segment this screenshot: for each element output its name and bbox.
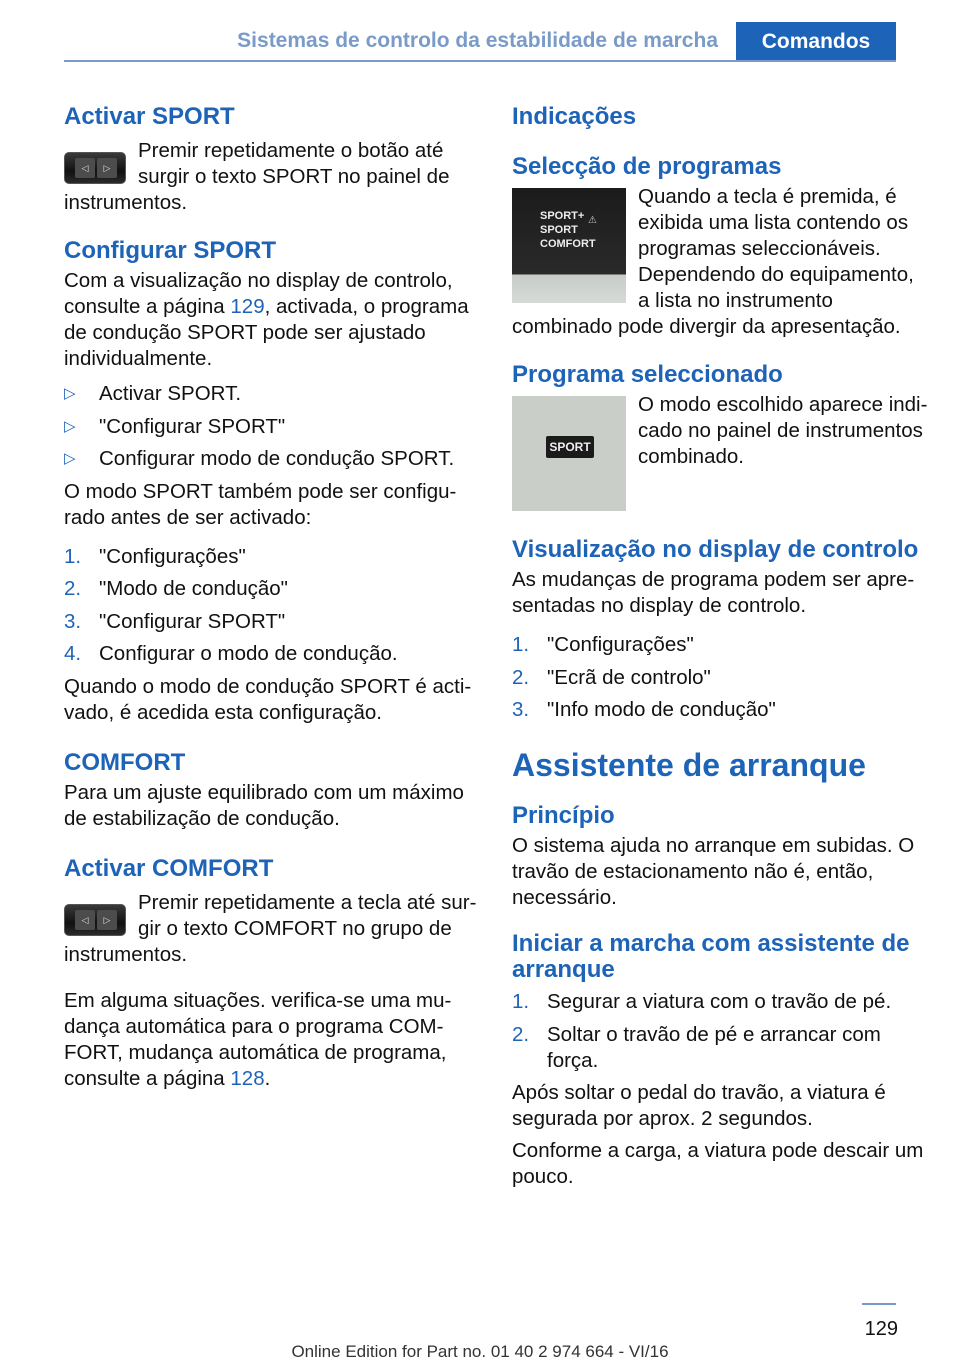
selected-program-display-image bbox=[512, 396, 626, 511]
principio-heading: Princípio bbox=[512, 802, 615, 829]
bullet-triangle-icon: ▷ bbox=[64, 385, 76, 402]
indicacoes-heading: Indicações bbox=[512, 103, 637, 130]
assistente-title: Assistente de arranque bbox=[512, 747, 866, 783]
assistente-paragraph-2: Conforme a carga, a viatura pode descair um pouco. bbox=[512, 1139, 924, 1188]
drive-mode-button-icon: ◁ ▷ bbox=[64, 152, 126, 184]
page-link-129[interactable]: 129 bbox=[230, 295, 265, 318]
sport-badge: SPORT bbox=[546, 436, 594, 458]
comfort-heading: COMFORT bbox=[64, 748, 186, 776]
list-item: ▷ Configurar modo de condução SPORT. bbox=[64, 447, 455, 470]
list-item: 2. "Ecrã de controlo" bbox=[512, 665, 711, 689]
visualizacao-steps bbox=[512, 632, 928, 723]
programa-heading: Programa seleccionado bbox=[512, 361, 783, 388]
seleccao-heading: Selecção de programas bbox=[512, 153, 782, 180]
bullet-triangle-icon: ▷ bbox=[64, 450, 76, 467]
header-divider bbox=[64, 60, 896, 62]
activar-comfort-text: Premir repetidamente a tecla até surgir o texto COMFORT no grupo de instrumentos. bbox=[64, 890, 477, 966]
activar-sport-heading: Activar SPORT bbox=[64, 103, 235, 130]
configurar-sport-steps bbox=[64, 544, 480, 668]
list-item: 4. Configurar o modo de condução. bbox=[64, 642, 398, 665]
header-chapter-tab[interactable]: Comandos bbox=[736, 22, 896, 62]
dsc-off-icon: ⚠ bbox=[588, 215, 597, 226]
header-section-title: Sistemas de controlo da estabilidade de marcha bbox=[237, 29, 718, 52]
comfort-text: Para um ajuste equilibrado com um máximo de estabilização de condução. bbox=[64, 780, 464, 830]
configurar-sport-bullets bbox=[64, 381, 480, 472]
list-item: 3. "Info modo de condução" bbox=[512, 698, 776, 721]
visualizacao-text: As mudanças de programa podem ser apresentadas no display de controlo. bbox=[512, 568, 915, 617]
bullet-triangle-icon: ▷ bbox=[64, 417, 76, 435]
footer-edition: Online Edition for Part no. 01 40 2 974 664 - VI/16 bbox=[291, 1342, 669, 1361]
program-list-display-image: SPORT+ SPORT COMFORT ⚠ bbox=[512, 188, 626, 303]
assistente-paragraph-1: Após soltar o pedal do travão, a viatura é segurada por aprox. 2 segundos. bbox=[512, 1081, 886, 1130]
configurar-sport-paragraph-3: Quando o modo de condução SPORT é activado, é acedida esta configuração. bbox=[64, 674, 472, 724]
visualizacao-heading: Visualização no display de controlo bbox=[512, 536, 919, 563]
principio-text: O sistema ajuda no arranque em subidas. O travão de estacionamento não é, então, necessário. bbox=[512, 834, 915, 909]
activar-comfort-paragraph-2: Em alguma situações. verifica-se uma mudança automática para o programa COMFORT, mudança automática de programa, consulte a página 128. bbox=[64, 988, 452, 1090]
list-item: ▷ Activar SPORT. bbox=[64, 382, 242, 405]
iniciar-heading: Iniciar a marcha com assistente de arranque bbox=[512, 930, 910, 983]
list-item: 2. Soltar o travão de pé e arrancar com força. bbox=[512, 1022, 881, 1072]
list-item: 1. "Configurações" bbox=[512, 633, 694, 656]
seleccao-text: Quando a tecla é premida, é exibida uma lista contendo os programas seleccionáveis. Dependendo do equipamento, a lista no instrumento combinado pode divergir da apresentação. bbox=[512, 185, 914, 338]
configurar-sport-paragraph-2: O modo SPORT também pode ser configurado antes de ser activado: bbox=[64, 479, 457, 529]
iniciar-steps bbox=[512, 989, 928, 1074]
page-number: 129 bbox=[864, 1318, 898, 1340]
activar-sport-text: Premir repetidamente o botão até surgir o texto SPORT no painel de instrumentos. bbox=[64, 139, 450, 214]
list-item: 1. "Configurações" bbox=[64, 544, 246, 568]
configurar-sport-heading: Configurar SPORT bbox=[64, 237, 277, 264]
programa-text: O modo escolhido aparece indicado no painel de instrumentos combinado. bbox=[638, 393, 928, 468]
list-item: 2. "Modo de condução" bbox=[64, 577, 288, 600]
left-column bbox=[64, 100, 480, 1092]
configurar-sport-paragraph: Com a visualização no display de controlo, consulte a página 129, activada, o programa de condução SPORT pode ser ajustado individualmente. bbox=[64, 269, 469, 370]
page-link-128[interactable]: 128 bbox=[230, 1066, 265, 1090]
drive-mode-button-icon: ◁ ▷ bbox=[64, 904, 126, 936]
activar-comfort-heading: Activar COMFORT bbox=[64, 854, 274, 882]
list-item: 3. "Configurar SPORT" bbox=[64, 609, 286, 633]
right-column bbox=[512, 100, 928, 1190]
list-item: ▷ "Configurar SPORT" bbox=[64, 414, 286, 438]
list-item: 1. Segurar a viatura com o travão de pé. bbox=[512, 990, 892, 1013]
footer-divider bbox=[862, 1303, 896, 1305]
